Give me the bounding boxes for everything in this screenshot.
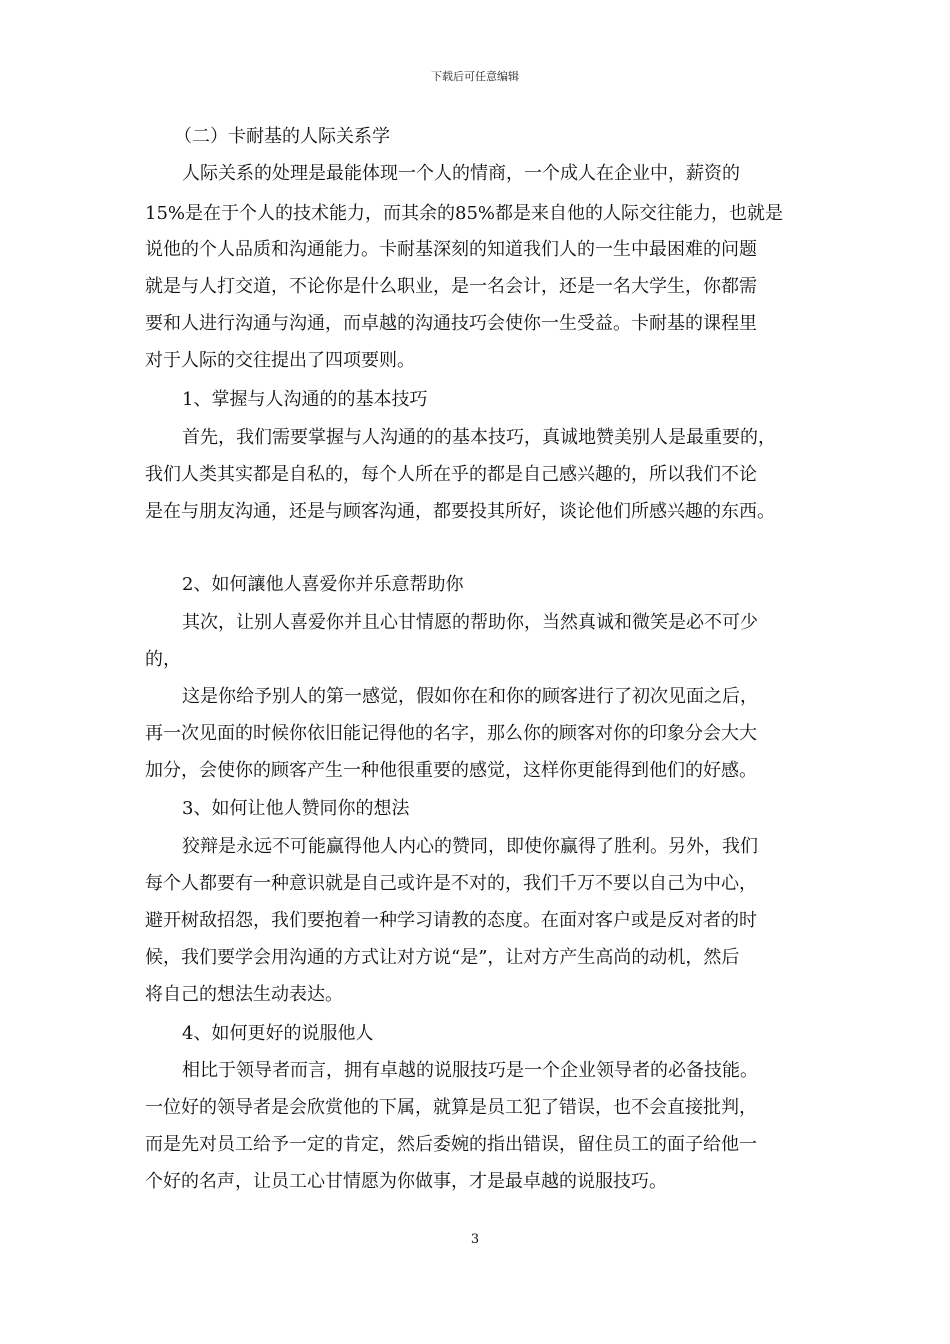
- paragraph-line: 避开树敌招怨，我们要抱着一种学习请教的态度。在面对客户或是反对者的时: [145, 910, 757, 931]
- paragraph-line: 相比于领导者而言，拥有卓越的说服技巧是一个企业领导者的必备技能。: [182, 1060, 758, 1081]
- paragraph-line: 是在与朋友沟通，还是与顾客沟通，都要投其所好，谈论他们所感兴趣的东西。: [145, 501, 775, 522]
- subsection-heading: 1、掌握与人沟通的的基本技巧: [182, 389, 428, 410]
- paragraph-line: 加分，会使你的顾客产生一种他很重要的感觉，这样你更能得到他们的好感。: [145, 760, 757, 781]
- paragraph-line: 首先，我们需要掌握与人沟通的的基本技巧，真诚地赞美别人是最重要的，: [182, 427, 776, 448]
- paragraph-line: 而是先对员工给予一定的肯定，然后委婉的指出错误，留住员工的面子给他一: [145, 1134, 757, 1155]
- paragraph-line: 这是你给予别人的第一感觉，假如你在和你的顾客进行了初次见面之后，: [182, 686, 758, 707]
- paragraph-line: 对于人际的交往提出了四项要则。: [145, 350, 415, 371]
- paragraph-line: 一位好的领导者是会欣赏他的下属，就算是员工犯了错误，也不会直接批判，: [145, 1097, 757, 1118]
- subsection-heading: 3、如何让他人赞同你的想法: [182, 798, 410, 819]
- paragraph-line: 说他的个人品质和沟通能力。卡耐基深刻的知道我们人的一生中最困难的问题: [145, 239, 757, 260]
- paragraph-line: 狡辩是永远不可能赢得他人内心的赞同，即使你赢得了胜利。另外，我们: [182, 836, 758, 857]
- paragraph-line: 其次，让别人喜爱你并且心甘情愿的帮助你，当然真诚和微笑是必不可少: [182, 612, 758, 633]
- paragraph-line: 就是与人打交道，不论你是什么职业，是一名会计，还是一名大学生，你都需: [145, 276, 757, 297]
- paragraph-line: 候，我们要学会用沟通的方式让对方说“是”，让对方产生高尚的动机，然后: [145, 947, 740, 968]
- page-number: 3: [470, 1232, 480, 1247]
- paragraph-line: 的，: [145, 649, 181, 670]
- section-heading: （二）卡耐基的人际关系学: [174, 126, 390, 147]
- subsection-heading: 4、如何更好的说服他人: [182, 1023, 374, 1044]
- paragraph-line: 要和人进行沟通与沟通，而卓越的沟通技巧会使你一生受益。卡耐基的课程里: [145, 313, 757, 334]
- paragraph-line: 我们人类其实都是自私的，每个人所在乎的都是自己感兴趣的，所以我们不论: [145, 464, 757, 485]
- subsection-heading: 2、如何讓他人喜爱你并乐意帮助你: [182, 574, 464, 595]
- paragraph-line: 再一次见面的时候你依旧能记得他的名字，那么你的顾客对你的印象分会大大: [145, 723, 757, 744]
- paragraph-line: 人际关系的处理是最能体现一个人的情商，一个成人在企业中，薪资的: [182, 163, 740, 184]
- paragraph-line: 将自己的想法生动表达。: [145, 984, 343, 1005]
- paragraph-line: 个好的名声，让员工心甘情愿为你做事，才是最卓越的说服技巧。: [145, 1171, 667, 1192]
- paragraph-line: 15%是在于个人的技术能力，而其余的85%都是来自他的人际交往能力，也就是: [145, 203, 784, 224]
- paragraph-line: 每个人都要有一种意识就是自己或许是不对的，我们千万不要以自己为中心，: [145, 873, 757, 894]
- page-header: 下载后可任意编辑: [431, 70, 519, 83]
